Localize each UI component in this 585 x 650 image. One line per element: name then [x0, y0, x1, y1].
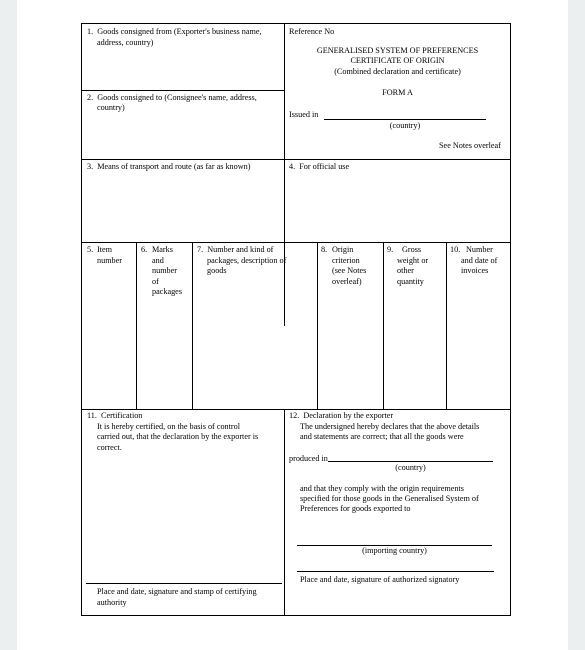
declaration-text-line5: Preferences for goods exported to — [300, 504, 411, 513]
divider-box1-box2 — [82, 90, 284, 91]
divider-row-certification — [82, 409, 510, 410]
declaration-signature-caption: Place and date, signature of authorized signatory — [300, 575, 460, 584]
col7-label-line3: goods — [207, 266, 227, 275]
col10-label-line3: invoices — [461, 266, 489, 275]
reference-no-label: Reference No — [289, 27, 335, 36]
form-type-label: FORM A — [382, 88, 413, 97]
certification-text-line3: correct. — [97, 443, 122, 452]
declaration-text-line4: specified for those goods in the Generalised System of — [300, 494, 479, 503]
certificate-form — [81, 23, 511, 616]
col5-number: 5. — [87, 245, 94, 254]
produced-in-label: produced in — [289, 454, 328, 463]
declaration-text-line1: The undersigned hereby declares that the above details — [300, 422, 480, 431]
col8-label-line2: criterion — [332, 256, 360, 265]
divider-col10 — [446, 242, 447, 409]
see-notes-label: See Notes overleaf — [439, 141, 501, 150]
col6-label-line2: and — [152, 256, 164, 265]
col5-label-line2: number — [97, 256, 123, 265]
box1-label-line2: address, country) — [97, 38, 154, 47]
col7-label-line2: packages, description of — [207, 256, 287, 265]
col8-label-line4: overleaf) — [332, 277, 362, 286]
col9-label-line3: other — [397, 266, 414, 275]
col6-label-line3: number — [152, 266, 178, 275]
declaration-title: 12. Declaration by the exporter — [289, 411, 394, 420]
produced-country-caption: (country) — [395, 463, 426, 472]
box3-label: 3. Means of transport and route (as far as known) — [87, 162, 251, 171]
certification-signature-caption1: Place and date, signature and stamp of certifying — [97, 587, 257, 596]
issued-in-label: Issued in — [289, 110, 319, 119]
divider-col9 — [383, 242, 384, 409]
certificate-title-line1: GENERALISED SYSTEM OF PREFERENCES — [316, 46, 479, 55]
divider-row-transport — [82, 159, 510, 160]
col9-label-line4: quantity — [397, 277, 424, 286]
col7-label-line1: 7. Number and kind of — [197, 245, 274, 254]
col10-number: 10. — [450, 245, 461, 254]
col6-label-line4: of — [152, 277, 159, 286]
certification-signature-line[interactable] — [86, 583, 282, 584]
col6-number: 6. — [141, 245, 148, 254]
declaration-text-line2: and statements are correct; that all the goods were — [300, 432, 464, 441]
certification-text-line2: carried out, that the declaration by the exporter is — [97, 432, 259, 441]
certification-signature-caption2: authority — [97, 598, 127, 607]
col6-label-line1: Marks — [152, 245, 173, 254]
box2-label-line1: 2. Goods consigned to (Consignee's name, address, — [87, 93, 257, 102]
declaration-text-line3: and that they comply with the origin requirements — [300, 484, 464, 493]
issued-country-caption: (country) — [389, 121, 421, 130]
col6-label-line5: packages — [152, 287, 183, 296]
divider-col7 — [192, 242, 193, 409]
divider-col6 — [136, 242, 137, 409]
col9-label-line1: Gross — [402, 245, 422, 254]
importing-country-caption: (importing country) — [362, 546, 427, 555]
divider-col8 — [317, 242, 318, 409]
col10-label-line1: Number — [466, 245, 493, 254]
box4-label: 4. For official use — [289, 162, 350, 171]
certification-title: 11. Certification — [87, 411, 143, 420]
produced-in-line[interactable] — [328, 461, 493, 462]
certification-text-line1: It is hereby certified, on the basis of control — [97, 422, 241, 431]
declaration-signature-line[interactable] — [297, 571, 494, 572]
issued-in-line[interactable] — [324, 119, 486, 120]
col8-label-line3: (see Notes — [332, 266, 367, 275]
certificate-subtitle: (Combined declaration and certificate) — [334, 67, 461, 76]
certificate-title-line2: CERTIFICATE OF ORIGIN — [350, 56, 445, 65]
col8-label-line1: Origin — [332, 245, 354, 254]
col5-label-line1: Item — [97, 245, 113, 254]
box2-label-line2: country) — [97, 103, 125, 112]
divider-vertical-bottom — [284, 409, 285, 616]
box1-label-line1: 1. Goods consigned from (Exporter's business name, — [87, 27, 262, 36]
col8-number: 8. — [321, 245, 328, 254]
col9-label-line2: weight or — [397, 256, 429, 265]
col10-label-line2: and date of — [461, 256, 498, 265]
col9-number: 9. — [387, 245, 394, 254]
